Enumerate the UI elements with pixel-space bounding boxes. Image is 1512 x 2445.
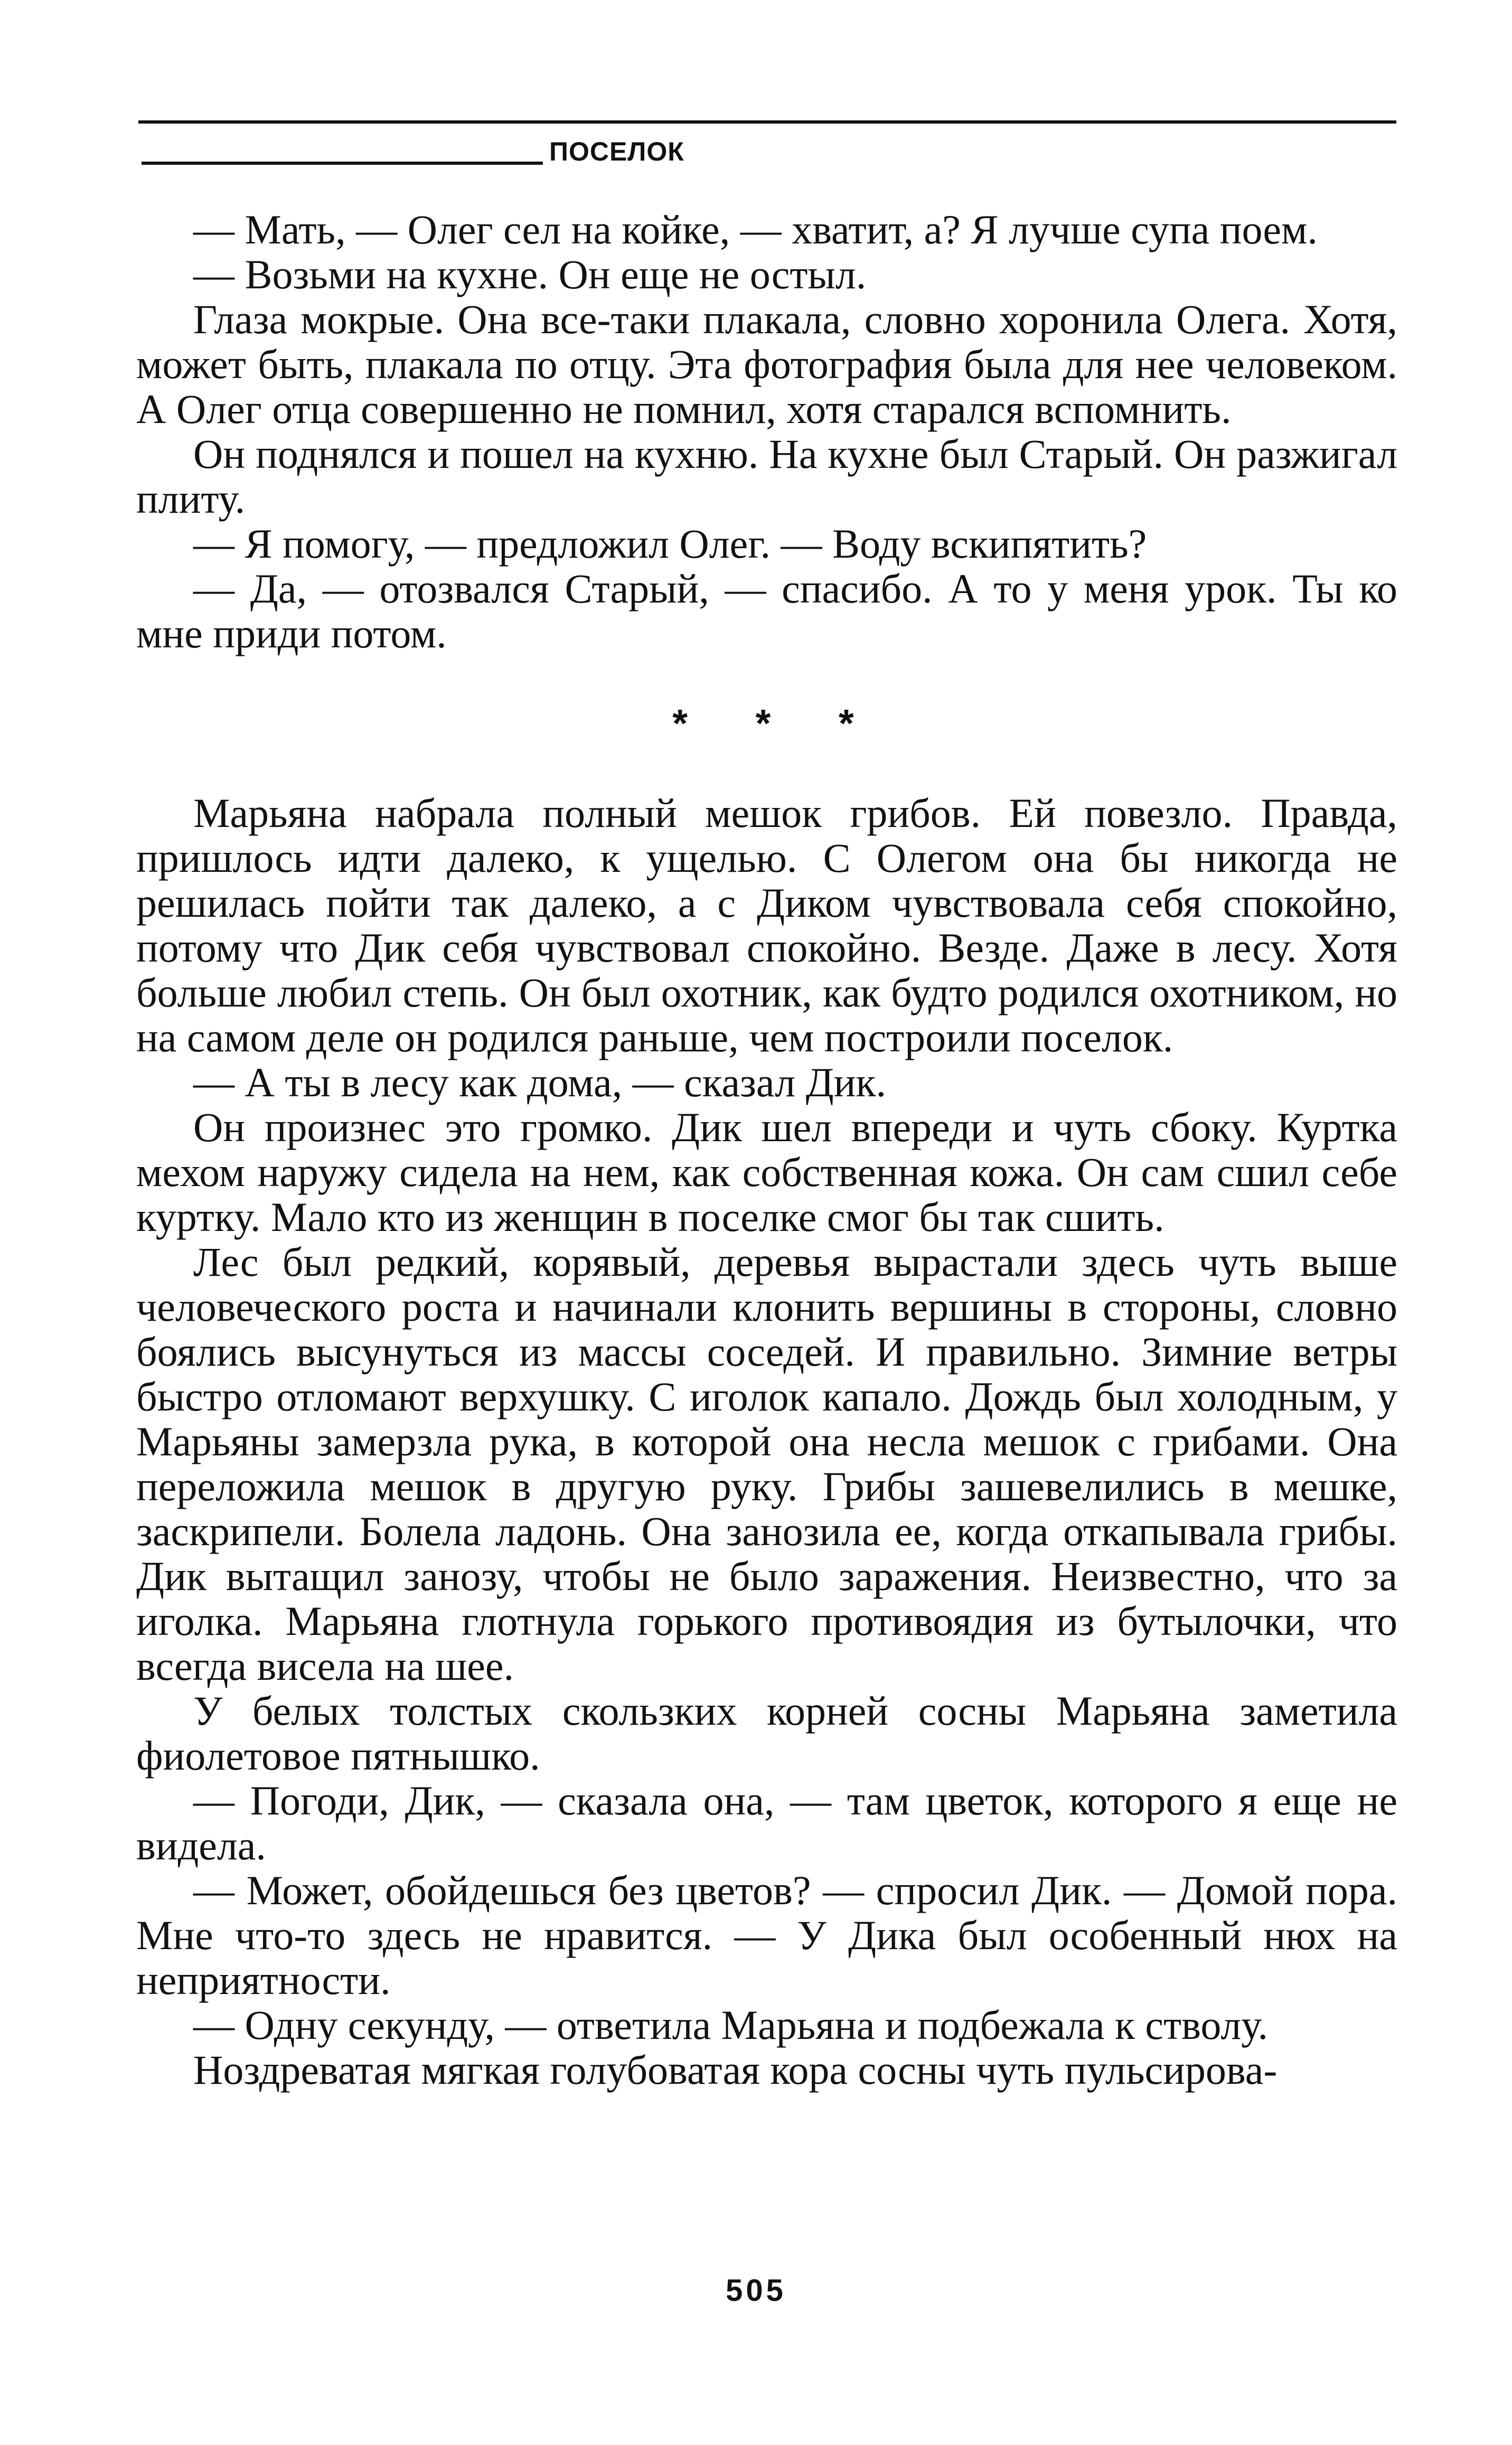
header-rule bbox=[138, 120, 1396, 124]
paragraph: — Я помогу, — предложил Олег. — Воду вскипятить? bbox=[193, 521, 1147, 567]
paragraph: Глаза мокрые. Она все-таки плакала, словно хоронила Олега. Хотя, может быть, плакала по отцу. Эта фотография была для нее человеком. А Олег отца совершенно не помнил, хотя старался вспомнить. bbox=[136, 296, 1397, 432]
paragraph: — Возьми на кухне. Он еще не остыл. bbox=[193, 251, 867, 297]
paragraph: — Погоди, Дик, — сказала она, — там цветок, которого я еще не видела. bbox=[136, 1778, 1397, 1868]
section-break: * * * bbox=[672, 701, 882, 745]
paragraph: Он поднялся и пошел на кухню. На кухне был Старый. Он разжигал плиту. bbox=[136, 431, 1397, 522]
paragraph: Лес был редкий, корявый, деревья вырастали здесь чуть выше человеческого роста и начинали клонить вершины в стороны, словно боялись высунуться из массы соседей. И правильно. Зимние ветры быстро отломают верхушку. С иголок капало. Дождь был холодным, у Марьяны замерзла рука, в которой она несла мешок с грибами. Она переложила мешок в другую руку. Грибы зашевелились в мешке, заскрипели. Болела ладонь. Она занозила ее, когда откапывала грибы. Дик вытащил занозу, чтобы не было заражения. Неизвестно, что за иголка. Марьяна глотнула горького противоядия из бутылочки, что всегда висела на шее. bbox=[136, 1239, 1397, 1689]
paragraph: — А ты в лесу как дома, — сказал Дик. bbox=[193, 1059, 886, 1105]
paragraph: У белых толстых скользких корней сосны Марьяна заметила фиолетовое пятнышко. bbox=[136, 1688, 1397, 1779]
paragraph: Марьяна набрала полный мешок грибов. Ей повезло. Правда, пришлось идти далеко, к ущелью. С Олегом она бы никогда не решилась пойти так далеко, а с Диком чувствовала себя спокойно, потому что Дик себя чувствовал спокойно. Везде. Даже в лесу. Хотя больше любил степь. Он был охотник, как будто родился охотником, но на самом деле он родился раньше, чем построили поселок. bbox=[136, 790, 1397, 1060]
paragraph: — Может, обойдешься без цветов? — спросил Дик. — Домой пора. Мне что-то здесь не нравится. — У Дика был особенный нюх на неприятности. bbox=[136, 1867, 1397, 2003]
paragraph: Он произнес это громко. Дик шел впереди и чуть сбоку. Куртка мехом наружу сидела на нем, как собственная кожа. Он сам сшил себе куртку. Мало кто из женщин в поселке смог бы так сшить. bbox=[136, 1104, 1397, 1240]
running-title: ПОСЕЛОК bbox=[549, 137, 684, 166]
header-underline bbox=[142, 162, 543, 165]
paragraph: — Да, — отозвался Старый, — спасибо. А то у меня урок. Ты ко мне приди потом. bbox=[136, 566, 1397, 656]
body-text bbox=[136, 207, 1397, 2092]
page-number: 505 bbox=[726, 2273, 786, 2308]
paragraph: — Мать, — Олег сел на койке, — хватит, а? Я лучше супа поем. bbox=[193, 206, 1318, 252]
paragraph: Ноздреватая мягкая голубоватая кора сосны чуть пульсирова- bbox=[193, 2047, 1278, 2093]
paragraph: — Одну секунду, — ответила Марьяна и подбежала к стволу. bbox=[193, 2002, 1268, 2048]
